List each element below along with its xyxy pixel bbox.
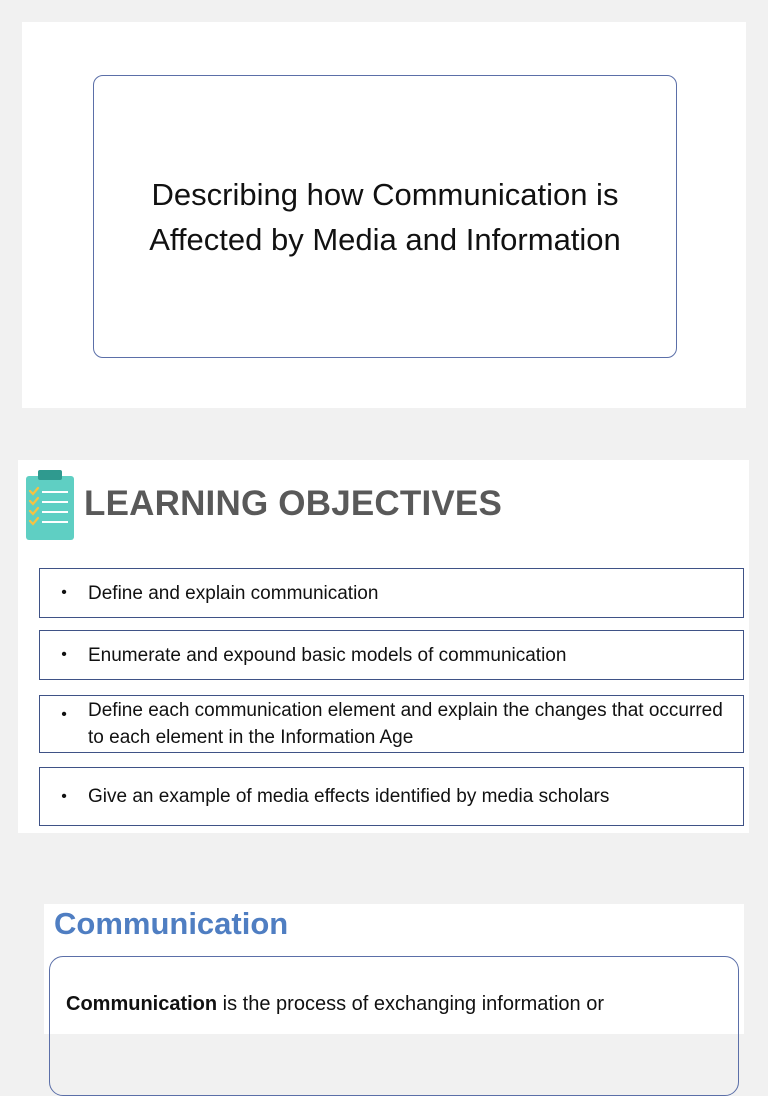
title-slide: [22, 22, 746, 408]
bullet: •: [61, 706, 67, 723]
objective-text: Define and explain communication: [88, 582, 379, 604]
bullet: •: [61, 584, 67, 601]
objective-item: [39, 630, 744, 680]
objective-text: Give an example of media effects identified by media scholars: [88, 786, 610, 807]
communication-slide: [44, 904, 744, 1034]
objective-item: [39, 695, 744, 753]
definition-box: [49, 956, 739, 1096]
objective-text: Enumerate and expound basic models of communication: [88, 644, 567, 666]
bullet: •: [61, 787, 67, 805]
title-box: [93, 75, 677, 358]
communication-heading: Communication: [54, 906, 289, 941]
learning-objectives-slide: [18, 460, 749, 833]
definition-text: [66, 989, 722, 1019]
definition-term: Communication: [66, 993, 218, 1015]
bullet: •: [61, 646, 67, 663]
clipboard-checklist-icon: [24, 468, 76, 542]
slide-title: Describing how Communication is Affected by Media and Information: [149, 176, 621, 257]
learning-objectives-heading: LEARNING OBJECTIVES: [84, 484, 503, 523]
objective-item: [39, 767, 744, 826]
objective-text: Define each communication element and explain the changes that occurred to each element in the Information Age: [88, 700, 723, 748]
definition-rest: is the process of exchanging information or: [217, 993, 604, 1015]
objective-item: [39, 568, 744, 618]
